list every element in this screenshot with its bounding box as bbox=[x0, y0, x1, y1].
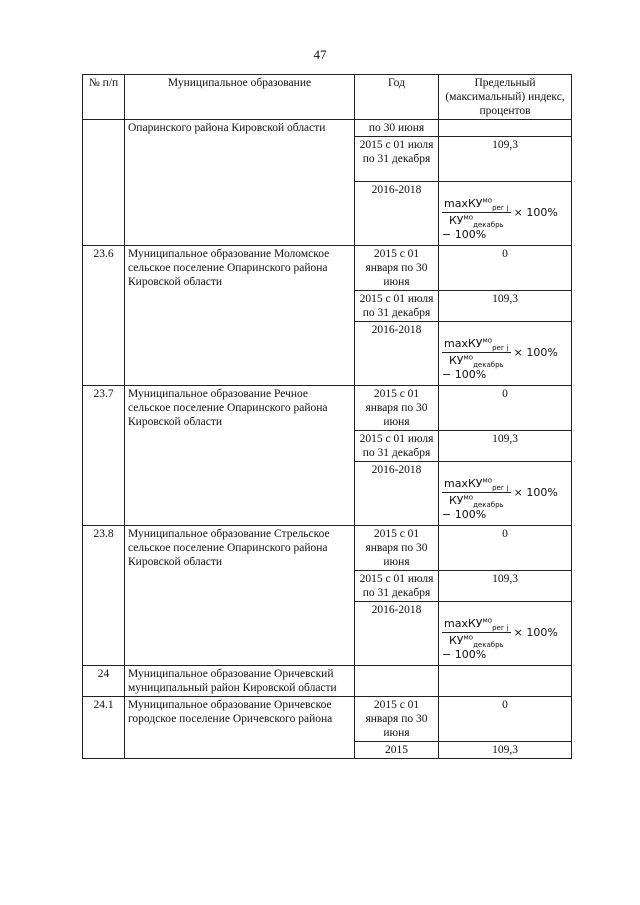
cell-value: 0 bbox=[439, 697, 572, 742]
cell-year: 2016-2018 bbox=[355, 462, 439, 526]
cell-org: Муниципальное образование Речное сельское поселение Опаринского района Кировской области bbox=[125, 386, 355, 526]
header-index: Предельный (максимальный) индекс, процентов bbox=[439, 75, 572, 120]
cell-year bbox=[355, 666, 439, 697]
formula-minus: − 100% bbox=[442, 648, 487, 661]
formula-times: × 100% bbox=[513, 485, 558, 499]
cell-org: Муниципальное образование Оричевский муниципальный район Кировской области bbox=[125, 666, 355, 697]
cell-num: 23.8 bbox=[83, 526, 125, 666]
cell-year: 2015 с 01 января по 30 июня bbox=[355, 697, 439, 742]
cell-org: Муниципальное образование Оричевское городское поселение Оричевского района bbox=[125, 697, 355, 759]
formula-denominator: $КУ^{мо}_{декабрь}$ bbox=[449, 213, 504, 230]
header-org: Муниципальное образование bbox=[125, 75, 355, 120]
formula bbox=[442, 477, 568, 508]
header-year: Год bbox=[355, 75, 439, 120]
formula-denominator: $КУ^{мо}_{декабрь}$ bbox=[449, 353, 504, 370]
page-number: 47 bbox=[313, 47, 327, 62]
formula-fraction bbox=[442, 477, 511, 508]
formula-minus: − 100% bbox=[442, 228, 487, 241]
cell-year: 2015 с 01 июля по 31 декабря bbox=[355, 571, 439, 602]
cell-year: 2016-2018 bbox=[355, 322, 439, 386]
table-row bbox=[83, 120, 572, 137]
cell-year: 2016-2018 bbox=[355, 182, 439, 246]
cell-year: 2015 bbox=[355, 742, 439, 759]
cell-num: 24 bbox=[83, 666, 125, 697]
cell-num: 23.7 bbox=[83, 386, 125, 526]
cell-value bbox=[439, 120, 572, 137]
cell-org: Опаринского района Кировской области bbox=[125, 120, 355, 246]
cell-year: 2015 с 01 июля по 31 декабря bbox=[355, 137, 439, 182]
cell-year: 2016-2018 bbox=[355, 602, 439, 666]
cell-formula bbox=[439, 462, 572, 526]
header-num: № п/п bbox=[83, 75, 125, 120]
cell-formula bbox=[439, 182, 572, 246]
table-row bbox=[83, 386, 572, 431]
formula-denominator: $КУ^{мо}_{декабрь}$ bbox=[449, 633, 504, 650]
formula-times: × 100% bbox=[513, 345, 558, 359]
formula-fraction bbox=[442, 617, 511, 648]
cell-num: 24.1 bbox=[83, 697, 125, 759]
formula-fraction bbox=[442, 197, 511, 228]
formula-minus: − 100% bbox=[442, 508, 487, 521]
cell-value: 0 bbox=[439, 246, 572, 291]
table-row bbox=[83, 246, 572, 291]
formula-numerator: maxКУ$^{мо}_{рег j}$ bbox=[444, 336, 509, 353]
cell-value: 109,3 bbox=[439, 742, 572, 759]
cell-value: 109,3 bbox=[439, 571, 572, 602]
cell-year: 2015 с 01 июля по 31 декабря bbox=[355, 291, 439, 322]
table-row bbox=[83, 697, 572, 742]
cell-year: по 30 июня bbox=[355, 120, 439, 137]
cell-formula bbox=[439, 602, 572, 666]
formula bbox=[442, 617, 568, 648]
cell-formula bbox=[439, 322, 572, 386]
cell-org: Муниципальное образование Моломское сельское поселение Опаринского района Кировской области bbox=[125, 246, 355, 386]
cell-value bbox=[439, 666, 572, 697]
formula bbox=[442, 197, 568, 228]
formula-times: × 100% bbox=[513, 205, 558, 219]
formula-numerator: maxКУ$^{мо}_{рег j}$ bbox=[444, 476, 509, 493]
table-row bbox=[83, 666, 572, 697]
cell-value: 109,3 bbox=[439, 431, 572, 462]
cell-year: 2015 с 01 января по 30 июня bbox=[355, 526, 439, 571]
index-table bbox=[82, 74, 572, 759]
cell-year: 2015 с 01 июля по 31 декабря bbox=[355, 431, 439, 462]
cell-num: 23.6 bbox=[83, 246, 125, 386]
formula-fraction bbox=[442, 337, 511, 368]
formula bbox=[442, 337, 568, 368]
cell-num bbox=[83, 120, 125, 246]
formula-numerator: maxКУ$^{мо}_{рег j}$ bbox=[444, 196, 509, 213]
cell-year: 2015 с 01 января по 30 июня bbox=[355, 246, 439, 291]
cell-value: 109,3 bbox=[439, 137, 572, 182]
cell-org: Муниципальное образование Стрельское сельское поселение Опаринского района Кировской области bbox=[125, 526, 355, 666]
formula-numerator: maxКУ$^{мо}_{рег j}$ bbox=[444, 616, 509, 633]
cell-year: 2015 с 01 января по 30 июня bbox=[355, 386, 439, 431]
header-row bbox=[83, 75, 572, 120]
formula-times: × 100% bbox=[513, 625, 558, 639]
cell-value: 109,3 bbox=[439, 291, 572, 322]
formula-denominator: $КУ^{мо}_{декабрь}$ bbox=[449, 493, 504, 510]
formula-minus: − 100% bbox=[442, 368, 487, 381]
cell-value: 0 bbox=[439, 526, 572, 571]
cell-value: 0 bbox=[439, 386, 572, 431]
table-row bbox=[83, 526, 572, 571]
